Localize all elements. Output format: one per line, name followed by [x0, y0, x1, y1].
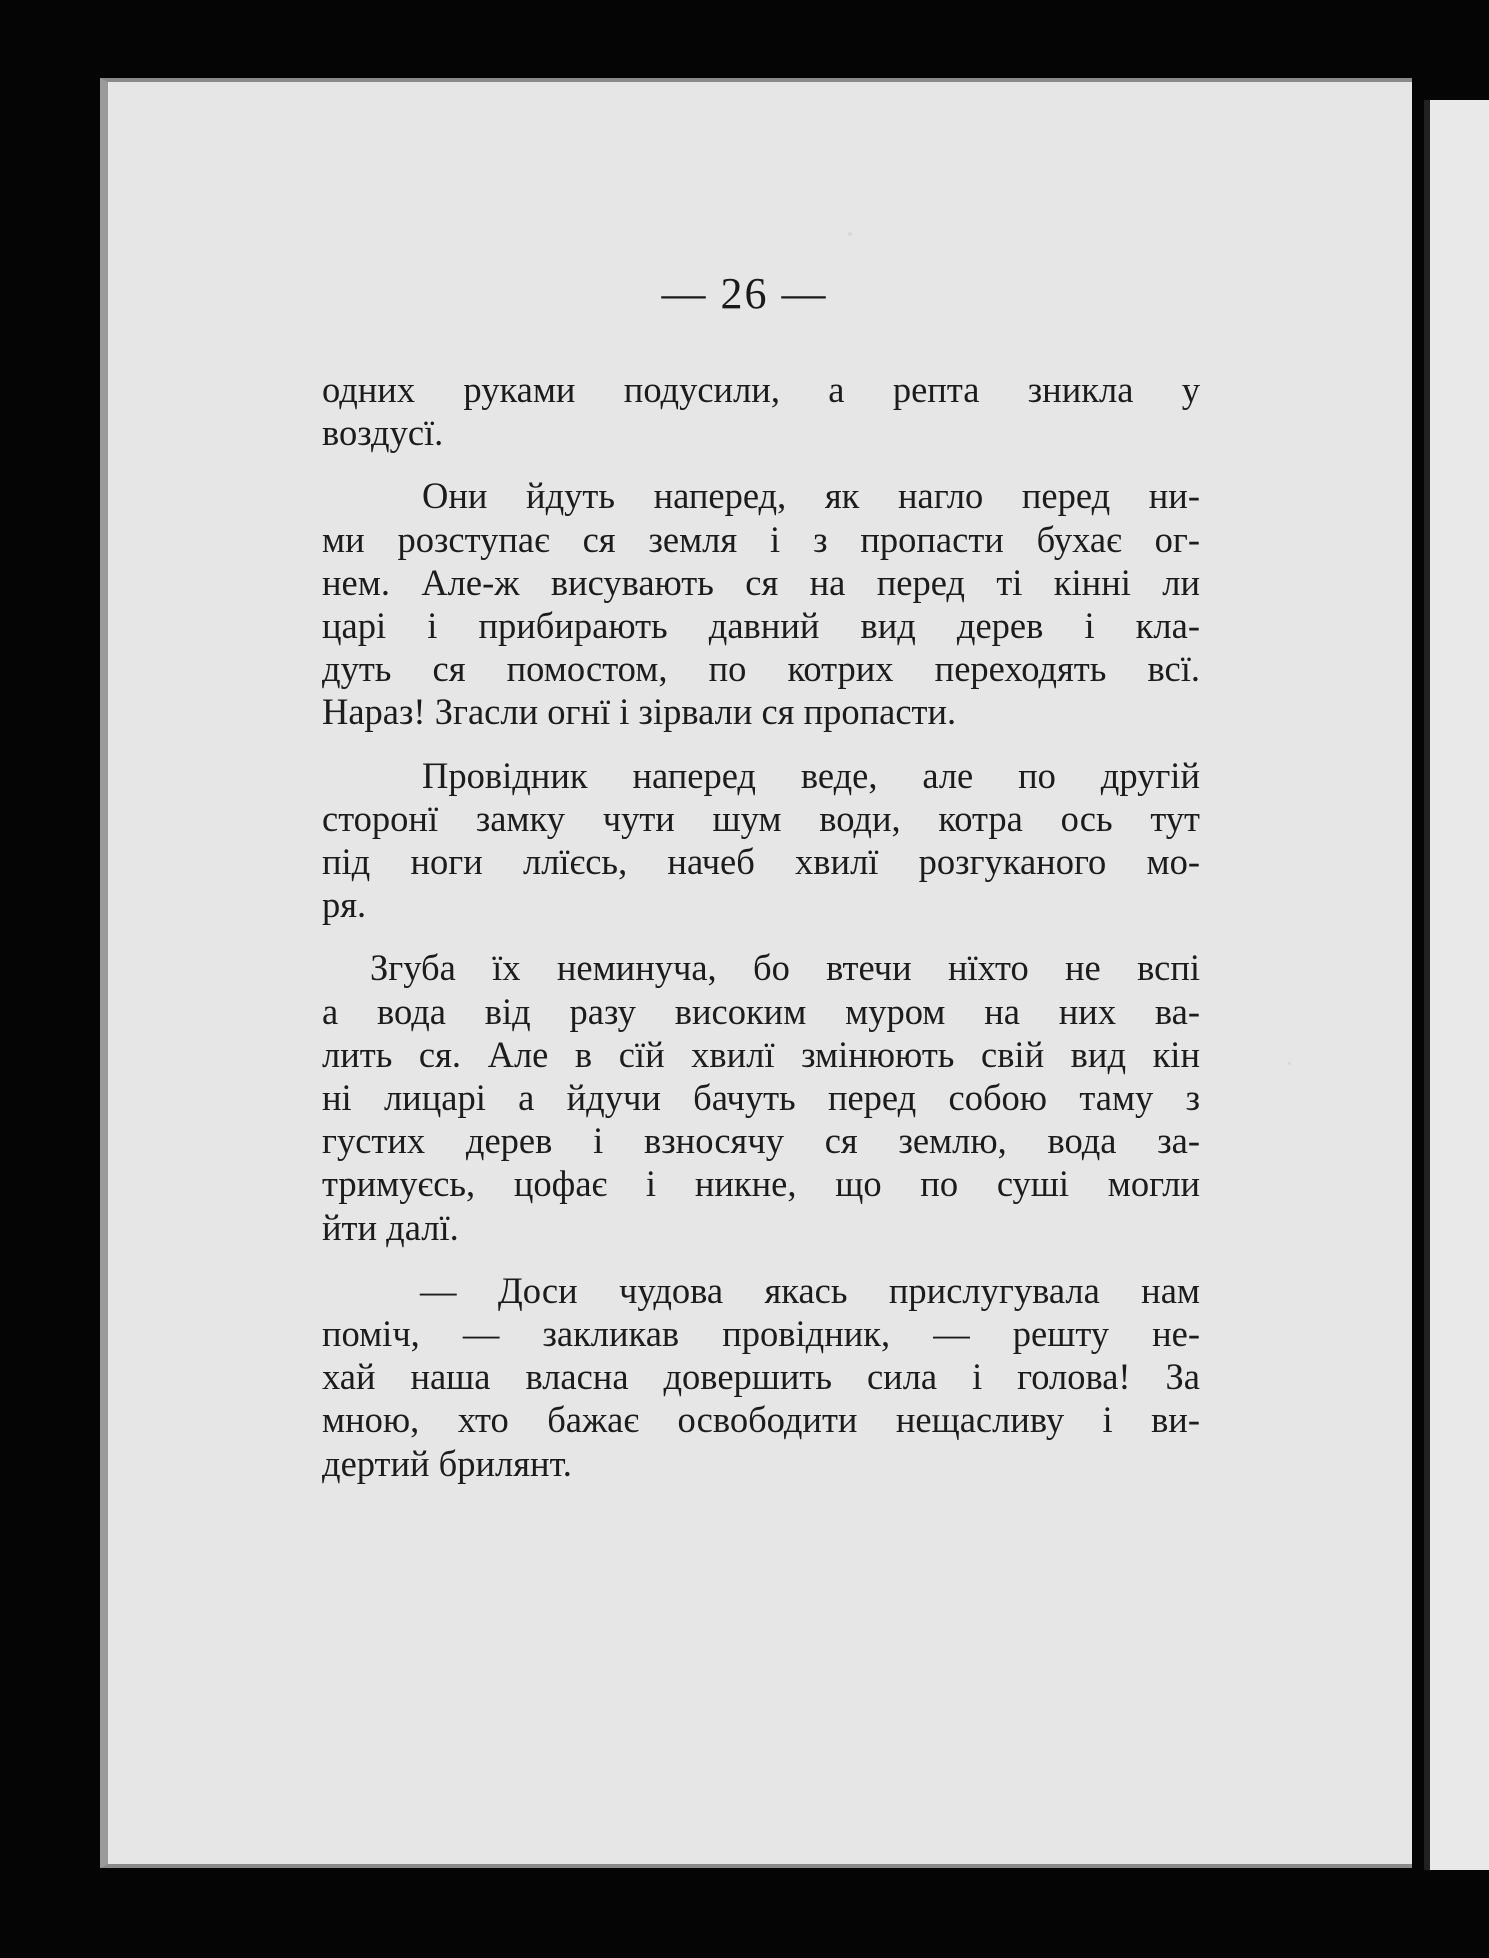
text-line: під ноги ллїєсь, начеб хвилї розгуканого мо- — [322, 841, 1200, 883]
text-line: поміч, — закликав провідник, — решту не- — [322, 1313, 1200, 1355]
text-line: йти далї. — [322, 1206, 459, 1248]
paragraph-1 — [322, 368, 1200, 454]
text-line: Провідник наперед веде, але по другій — [422, 754, 1200, 796]
text-line: а вода від разу високим муром на них ва- — [322, 990, 1200, 1032]
body-text — [322, 368, 1200, 1505]
paragraph-4 — [322, 946, 1200, 1248]
text-line: густих дерев і взносячу ся землю, вода за- — [322, 1120, 1200, 1162]
text-line: хай наша власна довершить сила і голова! За — [322, 1356, 1200, 1398]
text-line: лить ся. Але в сїй хвилї змінюють свій вид кін — [322, 1033, 1200, 1075]
text-line: мною, хто бажає освободити нещасливу і ви- — [322, 1399, 1200, 1441]
paragraph-5 — [322, 1269, 1200, 1485]
text-line: одних руками подусили, а репта зникла у — [322, 369, 1200, 410]
page-number-text: — 26 — — [661, 269, 828, 318]
text-line: ря. — [322, 884, 367, 926]
page-number — [0, 268, 1489, 319]
text-line: дертий брилянт. — [322, 1442, 572, 1484]
text-line: — Доси чудова якась прислугувала нам — [420, 1269, 1200, 1311]
text-line: Они йдуть наперед, як нагло перед ни- — [422, 475, 1200, 517]
text-line: сторонї замку чути шум води, котра ось тут — [322, 797, 1200, 839]
text-line: ні лицарі а йдучи бачуть перед собою таму з — [322, 1077, 1200, 1119]
text-line: дуть ся помостом, по котрих переходять всї. — [322, 648, 1200, 690]
text-line: царі і прибирають давний вид дерев і кла- — [322, 605, 1200, 647]
paragraph-2 — [322, 474, 1200, 733]
text-line: ми розступає ся земля і з пропасти бухає ог- — [322, 518, 1200, 560]
text-line: нем. Але-ж висувають ся на перед ті кінні ли — [322, 561, 1200, 603]
text-line: Згуба їх неминуча, бо втечи нїхто не вспі — [370, 947, 1200, 989]
text-line: воздусї. — [322, 412, 444, 454]
adjacent-page-edge — [1424, 100, 1489, 1870]
paragraph-3 — [322, 754, 1200, 927]
text-line: Нараз! Згасли огнї і зірвали ся пропасти. — [322, 691, 957, 733]
text-line: тримуєсь, цофає і никне, що по суші могли — [322, 1163, 1200, 1205]
